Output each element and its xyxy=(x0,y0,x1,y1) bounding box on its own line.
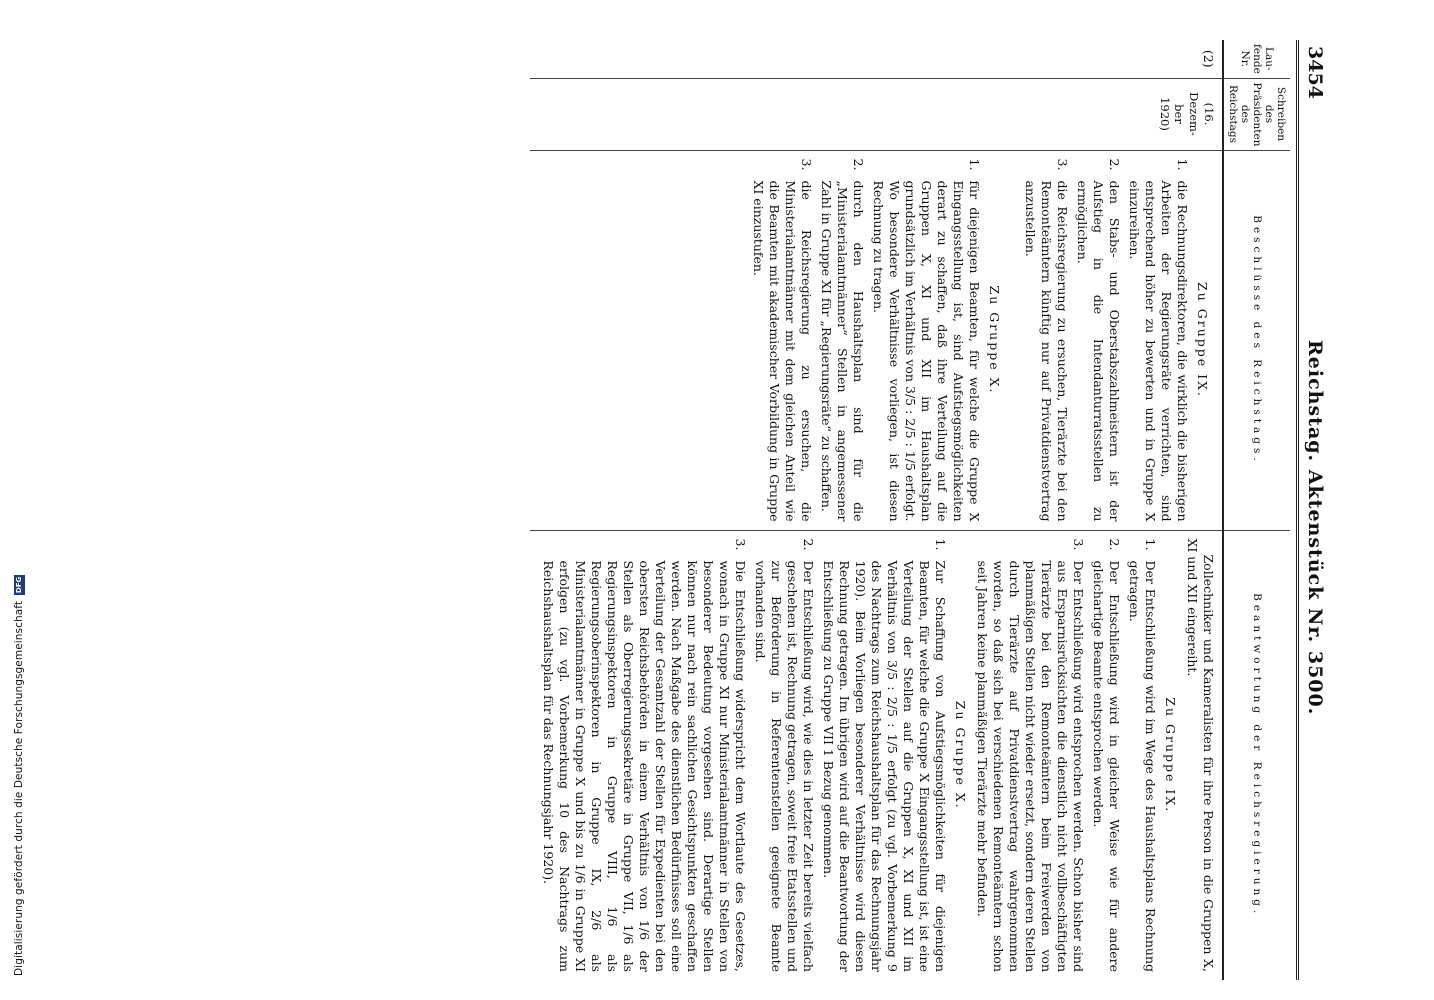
list-item: 3. die Reichsregierung zu ersuchen, Tierärzte bei den Remonteämtern künftig nur auf Privatdienstvertrag anzustellen. xyxy=(1022,158,1070,522)
page-number: 3454 xyxy=(1304,46,1326,99)
list-item: 1. für diejenigen Beamten, für welche die Gruppe X Eingangsstellung ist, sind Aufstiegsmöglichkeiten derart zu schaffen, daß ihre Verteilung auf die Gruppen X, XI und XII im Haushaltsplan grundsätzlich im Verhältnis von 3/5 : 2/5 : 1/5 erfolgt. Wo besondere Verhältnisse vorliegen, ist diesen Rechnung zu tragen. xyxy=(870,158,982,522)
list-item: 2. Der Entschließung wird in gleicher Weise wie für andere gleichartige Beamte entsprochen werden. xyxy=(1090,538,1122,972)
page-title: Reichstag. Aktenstück Nr. 3500. xyxy=(1304,340,1326,716)
list-item: 1. Der Entschließung wird im Wege des Haushaltsplans Rechnung getragen. xyxy=(1126,538,1158,972)
col-header-resolutions: Beschlüsse des Reichstags. xyxy=(1223,150,1290,530)
resolutions-table xyxy=(530,40,1290,980)
resolution-list-group10 xyxy=(750,159,982,522)
list-item: 1. die Rechnungsdirektoren, die wirklich die bisherigen Arbeiten der Regierungsräte verrichten, sind entsprechend höher zu bewerten und in Gruppe X einzureihen. xyxy=(1126,158,1190,522)
list-item: 2. Der Entschließung wird, wie dies in letzter Zeit bereits vielfach geschehen ist, Rechnung getragen, soweit freie Etatsstellen und zur Beförderung in Referentenstellen geeignete Beamte vorhanden sind. xyxy=(752,538,816,972)
col-header-number: Lau-fende Nr. xyxy=(1223,40,1290,78)
answer-list-group9 xyxy=(974,539,1158,973)
list-item: 3. die Reichsregierung zu ersuchen, die Ministerialamtmänner mit dem gleichen Anteil wie die Beamten mit akademischer Vorbildung in Gruppe XI einzustufen. xyxy=(750,158,814,522)
footer-text: Digitalisierung gefördert durch die Deutsche Forschungsgemeinschaft xyxy=(13,600,25,976)
document-page xyxy=(82,40,1332,980)
section-heading: Zu Gruppe IX. xyxy=(1162,697,1178,814)
list-item: 1. Zur Schaffung von Aufstiegsmöglichkeiten für diejenigen Beamten, für welche die Gruppe X Eingangsstellung ist, ist eine Verteilung der Stellen auf die Gruppen X, XI und XII im Verhältnis von 3/5 : 2/5 : 1/5 erfolgt (zu vgl. Vorbemerkung 9 des Nachtrags zum Reichshaushaltsplan für das Rechnungsjahr 1920). Beim Vorliegen besonderer Verhältnisse wird diesen Rechnung getragen. Im übrigen wird auf die Beantwortung der Entschließung zu Gruppe VII 1 Bezug genommen. xyxy=(820,538,948,972)
row-date: (16. Dezem-ber 1920) xyxy=(530,78,1223,150)
col-header-letter: Schreiben des Präsidenten des Reichstags xyxy=(1223,78,1290,150)
resolution-list-group9 xyxy=(1022,159,1190,522)
row-number: (2) xyxy=(1200,49,1216,68)
answers-cell xyxy=(530,530,1223,980)
list-item: 2. durch den Haushaltsplan sind für die „Ministerialamtmänner“ Stellen in angemessener Zahl in Gruppe XI für „Regierungsräte“ zu schaffen. xyxy=(818,158,866,522)
answer-intro: Zollechniker und Kameralisten für ihre Person in die Gruppen X, XI und XII eingereiht. xyxy=(1184,538,1216,972)
section-heading: Zu Gruppe X. xyxy=(986,285,1002,395)
section-heading: Zu Gruppe IX. xyxy=(1194,282,1210,398)
digitization-footer xyxy=(0,0,25,1000)
table-row xyxy=(530,40,1223,980)
resolutions-cell xyxy=(530,150,1223,530)
section-heading: Zu Gruppe X. xyxy=(952,700,968,810)
list-item: 3. Die Entschließung widerspricht dem Wortlaute des Gesetzes, wonach in Gruppe XI nur Ministerialamtmänner in Stellen von besonderer Bedeutung vorgesehen sind. Derartige Stellen können nur nach rein sachlichen Gesichtspunkten geschaffen werden. Nach Maßgabe des dienstlichen Bedürfnisses soll eine Verteilung der Gesamtzahl der Stellen für Expedienten bei den obersten Reichsbehörden in einem Verhältnis von 1/6 der Stellen als Oberregierungssekretäre in Gruppe VII, 1/6 als Regierungsinspektoren in Gruppe VIII, 1/6 als Regierungsoberinspektoren in Gruppe IX, 2/6 als Ministerialamtmänner in Gruppe X und bis zu 1/6 in Gruppe XI erfolgen (zu vgl. Vorbemerkung 10 des Nachtrags zum Reichshaushaltsplan für das Rechnungsjahr 1920). xyxy=(540,538,748,972)
list-item: 2. den Stabs- und Oberstabszahlmeistern ist der Aufstieg in die Intendanturratsstellen zu ermöglichen. xyxy=(1074,158,1122,522)
answer-list-group10 xyxy=(540,539,948,973)
list-item: 3. Der Entschließung wird entsprochen werden. Schon bisher sind aus Ersparnisrücksichten die dienstlich nicht vollbeschäftigten Tierärzte bei den Remonteämtern beim Freiwerden von planmäßigen Stellen nicht wieder ersetzt, sondern deren Stellen durch Tierärzte auf Privatdienstvertrag wahrgenommen worden, so daß sich bei verschiedenen Remonteämtern schon seit Jahren keine planmäßigen Tierärzte mehr befinden. xyxy=(974,538,1086,972)
dfg-logo: DFG xyxy=(14,576,23,594)
col-header-answers: Beantwortung der Reichsregierung. xyxy=(1223,530,1290,980)
header-rule xyxy=(1296,40,1299,980)
